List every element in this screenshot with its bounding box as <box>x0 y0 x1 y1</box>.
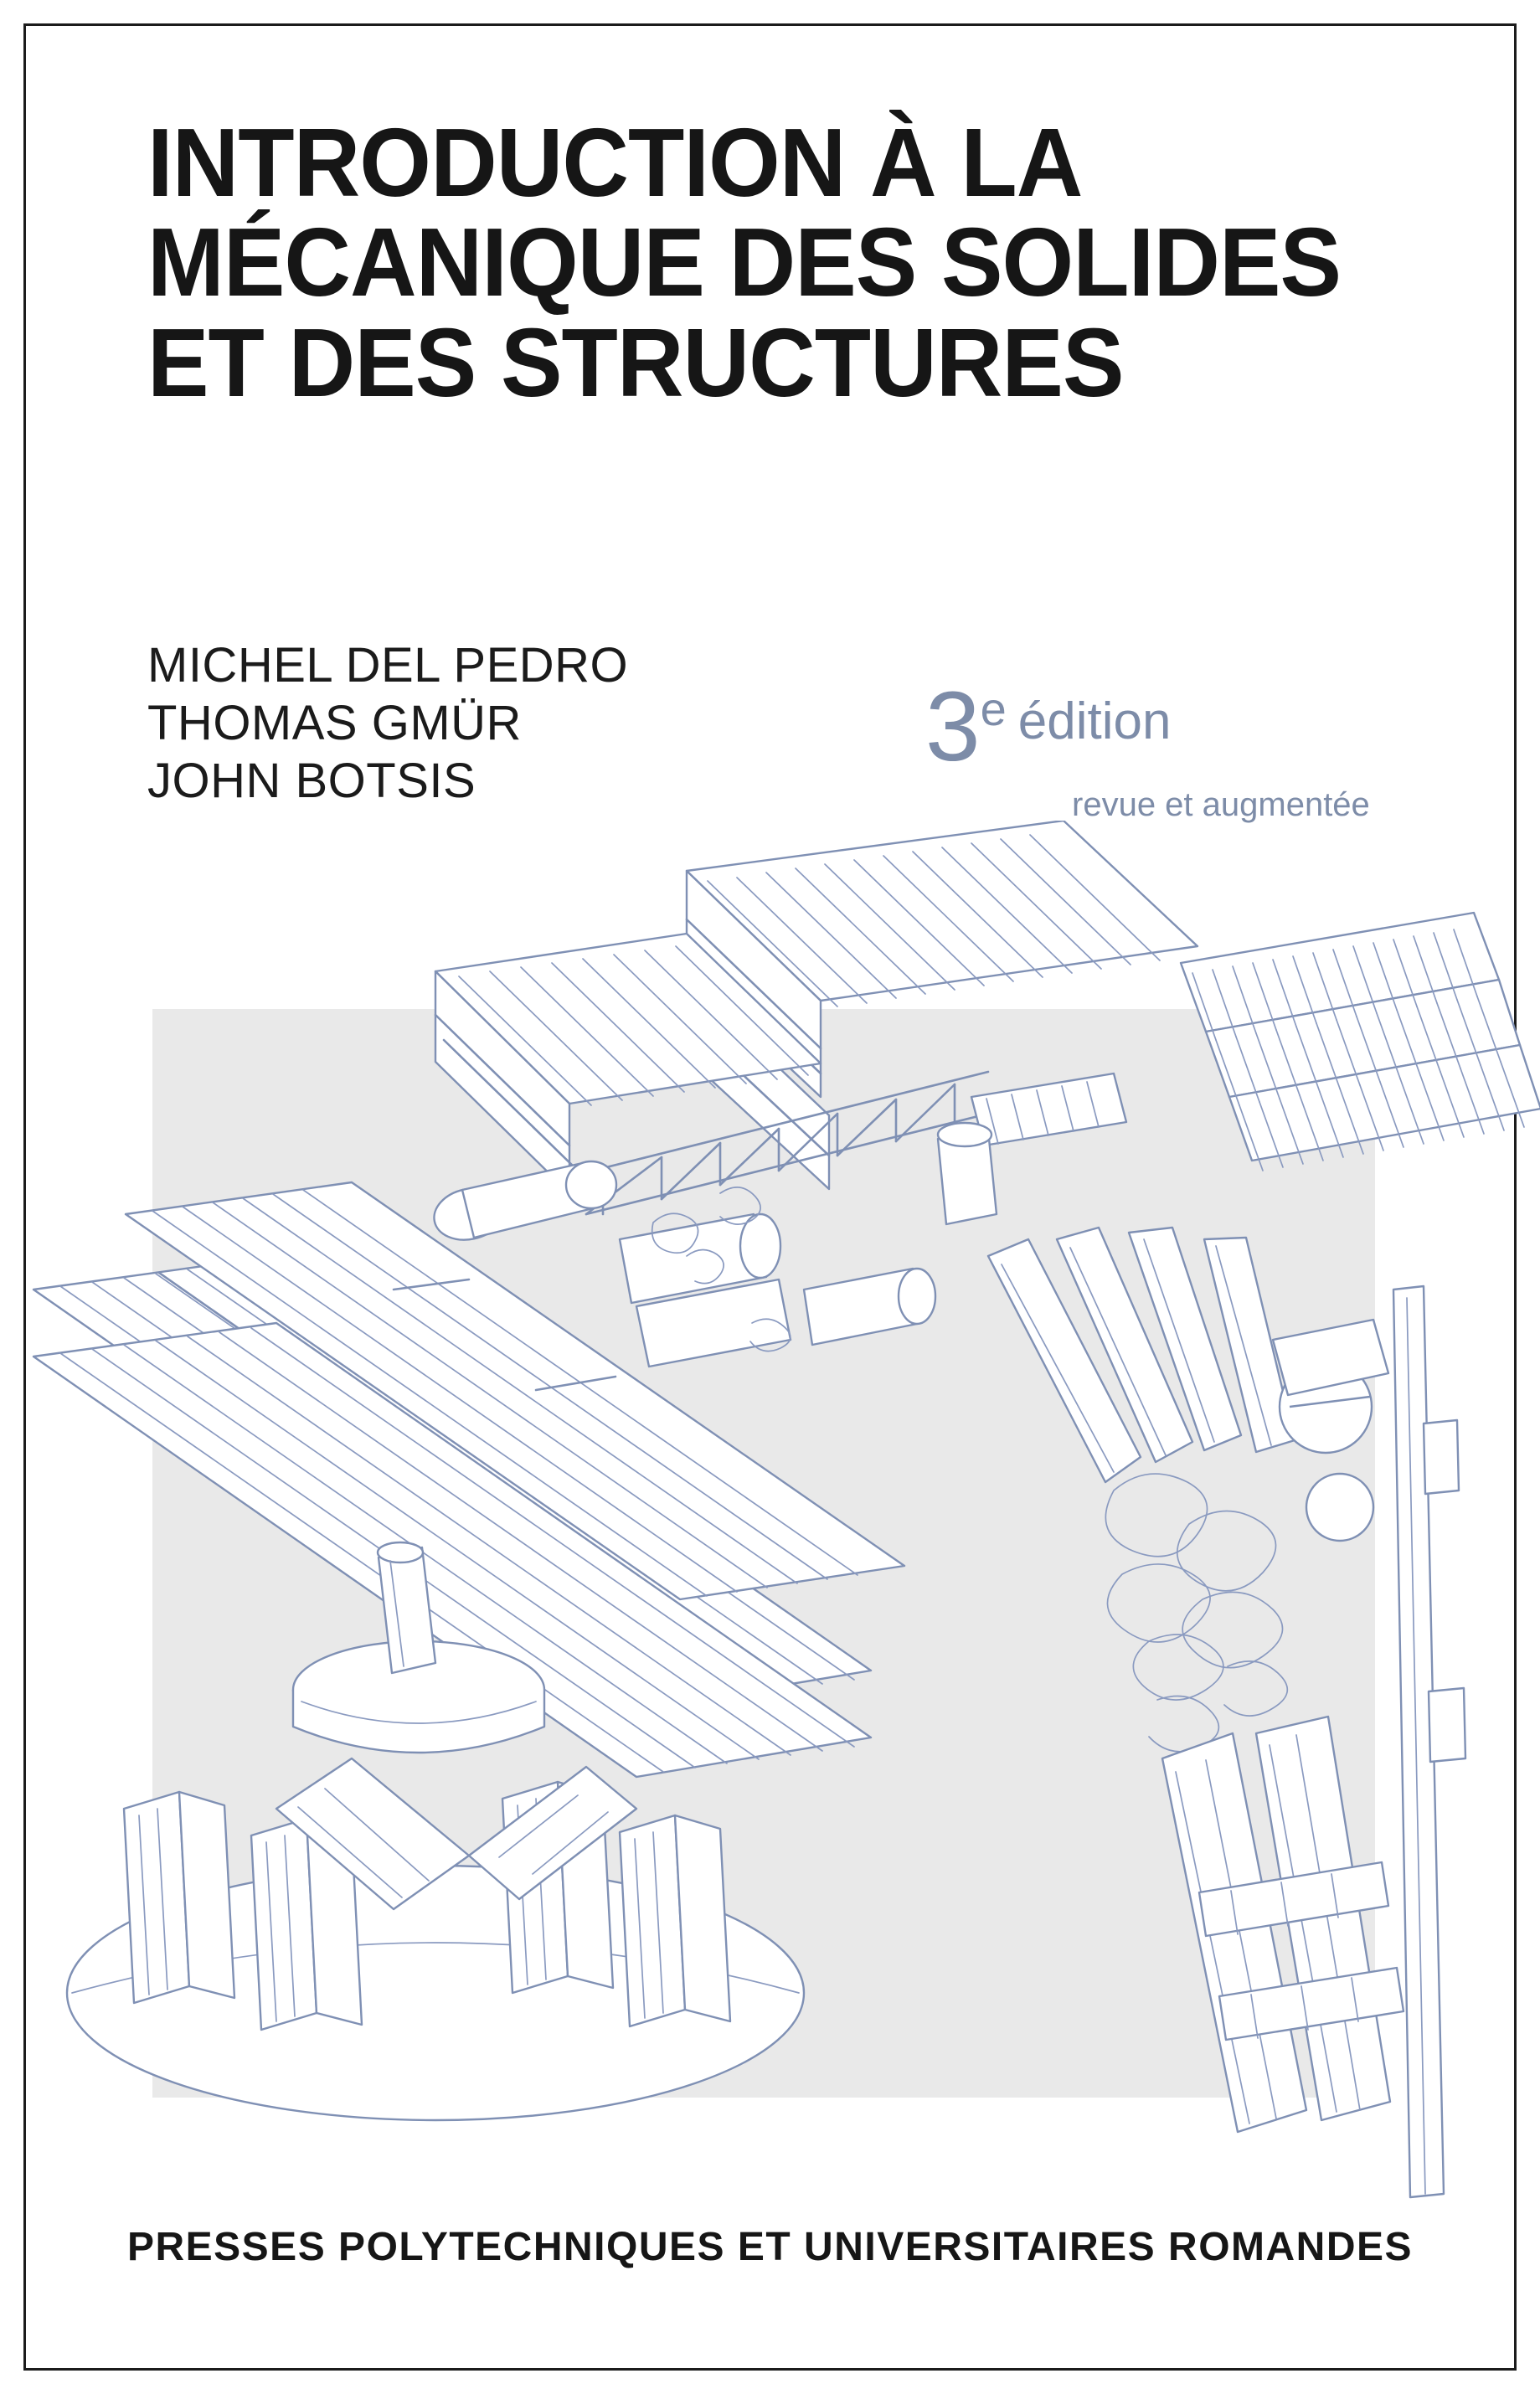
author-3: JOHN BOTSIS <box>147 754 476 809</box>
edition-subtitle: revue et augmentée <box>1072 786 1370 824</box>
title-line-3: ET DES STRUCTURES <box>147 307 1124 417</box>
edition-superscript: e <box>980 682 1007 735</box>
cover-illustration <box>0 821 1540 2211</box>
space-station-sketch <box>33 821 1540 1777</box>
bone-joint-sketch <box>988 1228 1465 2197</box>
authors-list <box>147 636 628 810</box>
title-line-1: INTRODUCTION À LA <box>147 108 1083 217</box>
author-2: THOMAS GMÜR <box>147 696 522 751</box>
edition-word: édition <box>1017 692 1172 750</box>
author-1: MICHEL DEL PEDRO <box>147 638 629 692</box>
edition-badge <box>925 672 1428 824</box>
edition-number: 3 <box>925 672 981 782</box>
title-line-2: MÉCANIQUE DES SOLIDES <box>147 208 1342 317</box>
technical-sketch-group <box>0 821 1540 2211</box>
publisher-name: PRESSES POLYTECHNIQUES ET UNIVERSITAIRES ROMANDES <box>126 2225 1414 2269</box>
page-title <box>147 108 1404 417</box>
